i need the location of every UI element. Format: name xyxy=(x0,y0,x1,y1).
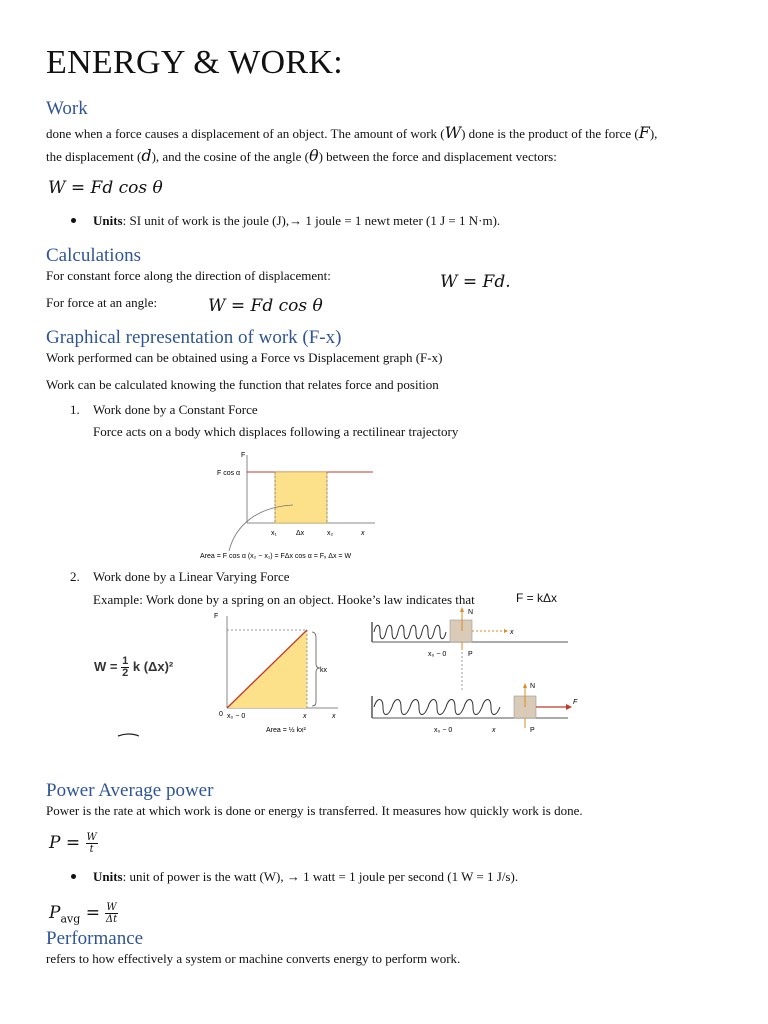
section-heading-work: Work xyxy=(46,98,88,119)
power-formula: P = $\frac{W}{t}$ xyxy=(49,832,97,855)
kx-label: kx xyxy=(320,667,327,674)
work-intro: done when a force causes a displacement of an object. The amount of work (W) done is the product of the force (F), the displacement (d), and the cosine of the angle (θ) between the force and displacement vectors: xyxy=(46,123,658,165)
list-item-linear-force: 2. Work done by a Linear Varying Force Example: Work done by a spring on an object. Hooke’s law indicates that xyxy=(70,569,475,607)
x-label-top: x xyxy=(510,629,514,636)
power-units: Units: unit of power is the watt (W), → 1 watt = 1 joule per second (1 W = 1 J/s). xyxy=(93,866,518,888)
performance-text: refers to how effectively a system or machine converts energy to perform work. xyxy=(46,951,461,966)
section-heading-calculations: Calculations xyxy=(46,245,141,266)
block-top xyxy=(450,620,472,642)
calc-line-1: For constant force along the direction of displacement: xyxy=(46,268,331,283)
work-units: Units: SI unit of work is the joule (J),→ 1 joule = 1 newt meter (1 J = 1 N·m). xyxy=(93,210,500,232)
list-item-constant-force: 1. Work done by a Constant Force Force acts on a body which displaces following a rectilinear trajectory xyxy=(70,402,459,439)
power-text: Power is the rate at which work is done or energy is transferred. It measures how quickly work is done. xyxy=(46,803,583,818)
constant-force-graph xyxy=(195,445,405,563)
section-heading-graphical: Graphical representation of work (F-x) xyxy=(46,327,342,348)
decorative-stroke xyxy=(115,730,145,740)
dx-label: Δx xyxy=(296,530,305,537)
x0-label-bottom: x₀ − 0 xyxy=(434,727,453,734)
kx-brace xyxy=(312,632,320,706)
spring-work-formula: W = $\frac{1}{2}$ k (Δx)² xyxy=(94,655,174,679)
f-label: F xyxy=(214,613,219,620)
spring-diagram xyxy=(368,604,588,738)
x2-label: x₂ xyxy=(327,530,334,537)
p-label-top: P xyxy=(468,651,473,658)
work-area xyxy=(275,472,327,523)
section-heading-performance: Performance xyxy=(46,928,144,949)
spring-coil-bottom xyxy=(374,700,500,715)
origin-label: 0 xyxy=(219,711,223,718)
f-label-bottom: F xyxy=(573,699,578,706)
p-label-bottom: P xyxy=(530,727,535,734)
graphical-line-1: Work performed can be obtained using a Force vs Displacement graph (F-x) xyxy=(46,350,443,365)
x0-label: x₀ − 0 xyxy=(227,713,246,720)
area-label: Area = ½ kx² xyxy=(266,727,306,734)
area-caption: Area = F cos α (x₂ − x₁) = FΔx cos α = Fₓ Δx = W xyxy=(200,553,352,560)
work-formula: W = Fd cos θ xyxy=(48,178,163,198)
calc-formula-2: W = Fd cos θ xyxy=(208,296,323,316)
x-axis-label: x xyxy=(332,713,336,720)
linear-force-graph xyxy=(210,606,350,738)
graphical-line-2: Work can be calculated knowing the function that relates force and position xyxy=(46,377,439,392)
page-title: ENERGY & WORK: xyxy=(46,44,343,81)
section-heading-power: Power Average power xyxy=(46,780,214,801)
n-label-top: N xyxy=(468,609,474,616)
spring-coil-top xyxy=(374,625,446,639)
average-power-formula: $P_{avg}$ = $\frac{W}{\Delta t}$ xyxy=(49,902,118,926)
n-label-bottom: N xyxy=(530,683,536,690)
x1-label: x₁ xyxy=(271,530,277,537)
fcos-label: F cos α xyxy=(217,470,241,477)
x-label-bottom: x xyxy=(492,727,496,734)
calc-formula-1: W = Fd. xyxy=(440,272,511,292)
x-label: x xyxy=(361,530,365,537)
f-label: F xyxy=(241,452,246,459)
x-label: x xyxy=(303,713,307,720)
x0-label-top: x₀ − 0 xyxy=(428,651,447,658)
hooke-formula: F = kΔx xyxy=(516,591,558,605)
calc-line-2: For force at an angle: xyxy=(46,295,158,310)
